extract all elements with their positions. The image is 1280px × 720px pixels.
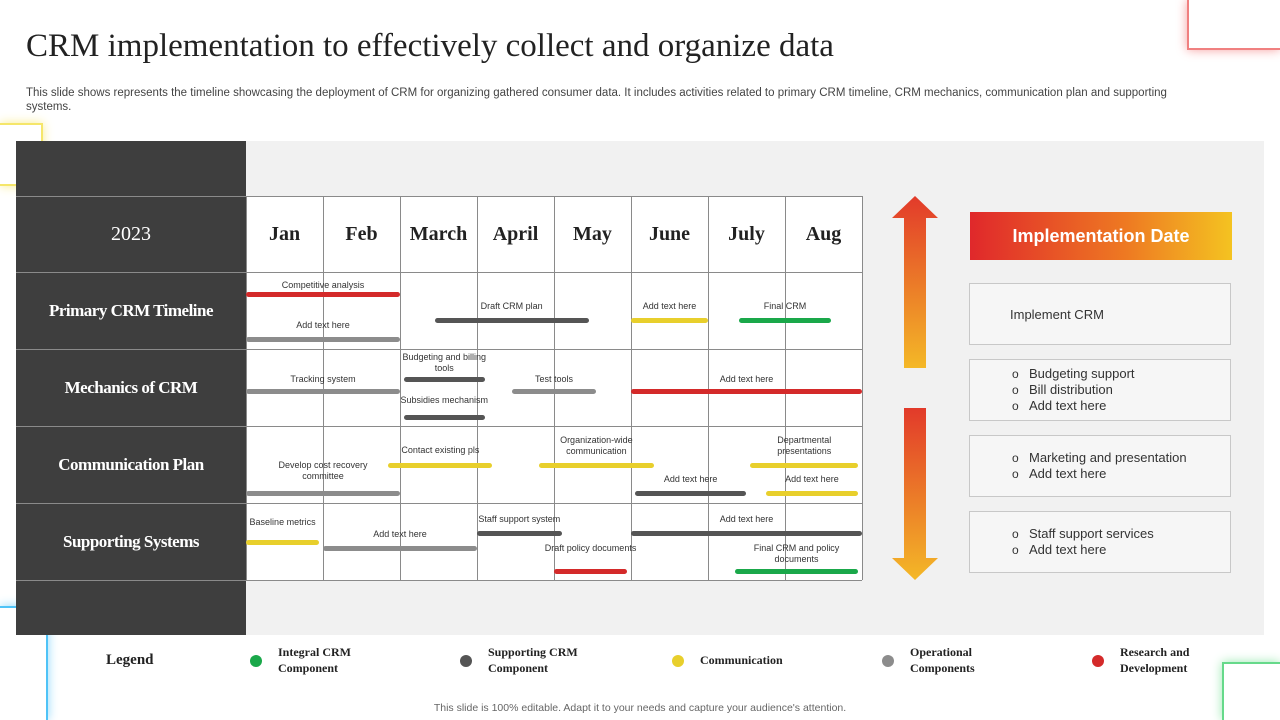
list-item: o Budgeting support xyxy=(1012,366,1230,382)
task-label: Add text here xyxy=(642,301,697,312)
row-label: Primary CRM Timeline xyxy=(48,300,214,320)
task-label: Develop cost recovery committee xyxy=(278,459,368,481)
task-label: Competitive analysis xyxy=(281,279,365,290)
task-label: Add text here xyxy=(296,319,350,330)
row-label: Supporting Systems xyxy=(62,531,199,551)
task-bar xyxy=(631,389,862,394)
task-label: Draft policy documents xyxy=(544,542,637,553)
list-item: o Add text here xyxy=(1012,398,1230,414)
list-item: o Bill distribution xyxy=(1012,382,1230,398)
footer-note: This slide is 100% editable. Adapt it to your needs and capture your audience's attention. xyxy=(433,702,847,714)
legend-dot-icon xyxy=(250,655,262,667)
task-bar xyxy=(388,463,492,468)
task-label: Add text here xyxy=(373,529,427,540)
task-bar xyxy=(735,569,858,574)
task-bar xyxy=(246,540,319,545)
task-bar xyxy=(631,531,862,536)
task-label: Final CRM and policy documents xyxy=(753,542,840,564)
implementation-box-text: Implement CRM xyxy=(1010,306,1104,322)
task-bar xyxy=(766,491,858,496)
task-label: Add text here xyxy=(663,473,718,484)
page-title: CRM implementation to effectively collect and organize data xyxy=(26,28,834,64)
legend-label: Supporting CRM Component xyxy=(488,645,578,675)
implementation-date-header: Implementation Date xyxy=(970,212,1232,260)
implementation-box-3 xyxy=(969,435,1231,497)
legend-title: Legend xyxy=(106,652,154,668)
task-bar xyxy=(539,463,655,468)
task-bar xyxy=(435,318,589,323)
implementation-box-2 xyxy=(969,359,1231,421)
row-label: Mechanics of CRM xyxy=(64,377,198,397)
task-label: Add text here xyxy=(719,373,774,384)
month-header: Aug xyxy=(805,222,842,245)
legend-dot-icon xyxy=(672,655,684,667)
task-label: Staff support system xyxy=(478,513,561,524)
list-item: o Add text here xyxy=(1012,542,1230,558)
task-label: Test tools xyxy=(534,373,574,384)
legend-dot-icon xyxy=(882,655,894,667)
month-header: July xyxy=(728,222,765,245)
task-bar xyxy=(404,377,485,382)
list-item: o Add text here xyxy=(1012,466,1230,482)
task-label: Baseline metrics xyxy=(249,517,316,528)
task-bar xyxy=(739,318,831,323)
year-label: 2023 xyxy=(111,222,151,245)
task-bar xyxy=(404,415,485,420)
legend-label: Communication xyxy=(700,653,783,667)
month-header: April xyxy=(492,222,539,245)
implementation-box-1 xyxy=(969,283,1231,345)
legend-dot-icon xyxy=(460,655,472,667)
task-bar xyxy=(323,546,477,551)
task-label: Final CRM xyxy=(763,301,807,312)
task-bar xyxy=(246,491,400,496)
task-bar xyxy=(246,337,400,342)
task-bar xyxy=(477,531,562,536)
month-header: Jan xyxy=(268,222,301,245)
legend-label: Integral CRM Component xyxy=(278,645,351,675)
page-subtitle: This slide shows represents the timeline showcasing the deployment of CRM for organizing gathered consumer data. It includes activities related to primary CRM timeline, CRM mechanics, communication plan and supporting systems. xyxy=(26,87,1167,113)
legend-label: Operational Components xyxy=(910,645,975,675)
task-label: Budgeting and billing tools xyxy=(402,351,487,373)
task-label: Draft CRM plan xyxy=(480,301,543,312)
task-bar xyxy=(246,389,400,394)
task-bar xyxy=(635,491,747,496)
task-bar xyxy=(750,463,858,468)
month-header: Feb xyxy=(345,222,378,245)
row-label: Communication Plan xyxy=(58,454,204,474)
task-label: Contact existing pls xyxy=(401,444,480,455)
task-label: Add text here xyxy=(785,473,839,484)
list-item: o Marketing and presentation xyxy=(1012,450,1230,466)
list-item: o Staff support services xyxy=(1012,526,1230,542)
month-header: June xyxy=(648,222,691,245)
down-arrow-icon xyxy=(892,408,938,580)
task-label: Organization-wide communication xyxy=(560,435,633,457)
task-bar xyxy=(246,292,400,297)
task-label: Departmental presentations xyxy=(777,435,832,457)
month-header: March xyxy=(409,222,468,245)
task-bar xyxy=(631,318,708,323)
task-bar xyxy=(512,389,597,394)
task-label: Tracking system xyxy=(290,373,356,384)
task-label: Add text here xyxy=(719,513,774,524)
legend-dot-icon xyxy=(1092,655,1104,667)
legend-label: Research and Development xyxy=(1120,645,1190,675)
up-arrow-icon xyxy=(892,196,938,368)
implementation-box-4 xyxy=(969,511,1231,573)
task-bar xyxy=(554,569,627,574)
month-header: May xyxy=(573,222,612,245)
task-label: Subsidies mechanism xyxy=(400,395,489,406)
